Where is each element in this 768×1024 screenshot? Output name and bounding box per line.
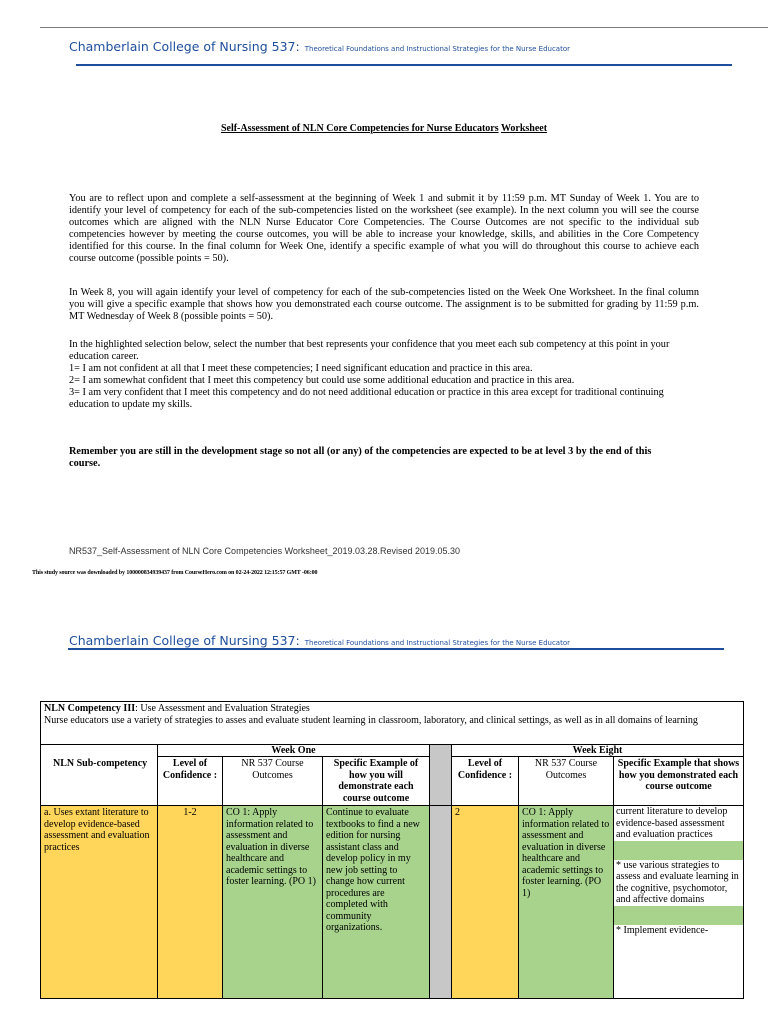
col-outcomes-w8: NR 537 Course Outcomes — [519, 757, 614, 806]
outcome-w1-cell: CO 1: Apply information related to assessment and evaluation in diverse healthcare and academic settings to foster learning. (PO 1) — [223, 806, 323, 999]
instructions-week1 — [69, 193, 699, 266]
scale-level-2: 2= I am somewhat confident that I meet this competency but could use some additional education and practice in this area. — [69, 375, 575, 387]
scale-intro: In the highlighted selection below, select the number that best represents your confidence that you meet each sub competency at this point in your education career. — [69, 339, 670, 363]
col-outcomes-w1: NR 537 Course Outcomes — [223, 757, 323, 806]
week-one-header: Week One — [158, 745, 430, 757]
worksheet-title — [0, 123, 768, 134]
course-title: Theoretical Foundations and Instructional Strategies for the Nurse Educator — [304, 45, 570, 53]
example-w8-item: * use various strategies to assess and evaluate learning in the cognitive, psychomotor, and affective domains — [616, 859, 739, 905]
competency-label: NLN Competency III — [44, 703, 136, 714]
example-w8-item: * Implement evidence- — [616, 924, 709, 936]
title-main: Self-Assessment of NLN Core Competencies for Nurse Educators — [220, 123, 499, 134]
example-w8-spacer — [614, 906, 743, 925]
col-example-w8: Specific Example that shows how you demonstrated each course outcome — [614, 757, 744, 806]
separator-cell — [430, 806, 452, 999]
document-reference: NR537_Self-Assessment of NLN Core Competencies Worksheet_2019.03.28.Revised 2019.05.30 — [69, 546, 461, 556]
example-w8-cell[interactable] — [614, 806, 744, 999]
page2-header — [69, 630, 570, 649]
col-sub-competency: NLN Sub-competency — [41, 757, 158, 806]
paragraph-week1: You are to reflect upon and complete a self-assessment at the beginning of Week 1 and submit it by 11:59 p.m. MT Sunday of Week 1. You are to identify your level of competency for each of the sub-competencies listed on the worksheet (see example). In the next column you will see the course outcomes which are aligned with the NLN Nurse Educator Core Competencies. The Course Outcomes are not specific to the individual sub competencies however by meeting the course outcomes, you will be able to increase your knowledge, skills, and abilities in the Core Competency identified for this course. In the final column for Week One, identify a specific example of what you will do throughout this course to achieve each course outcome (possible points = 50). — [69, 193, 699, 265]
week-header-row — [41, 745, 744, 757]
page-header — [69, 36, 570, 55]
example-w1-cell[interactable]: Continue to evaluate textbooks to find a new edition for nursing assistant class and develop policy in my new job setting to change how current procedures are completed with community organizations. — [323, 806, 430, 999]
instructions-week8 — [69, 287, 699, 323]
competency-title: : Use Assessment and Evaluation Strategies — [135, 703, 310, 714]
download-notice: This study source was downloaded by 100000834939437 from CourseHero.com on 02-24-2022 12:15:57 GMT -06:00 — [32, 570, 318, 576]
outcome-w8-cell: CO 1: Apply information related to assessment and evaluation in diverse healthcare and academic settings to foster learning. (PO 1) — [519, 806, 614, 999]
page2-course-title: Theoretical Foundations and Instructional Strategies for the Nurse Educator — [304, 639, 570, 647]
title-worksheet: Worksheet — [500, 123, 548, 134]
separator-column — [430, 745, 452, 806]
example-w8-spacer — [614, 841, 743, 860]
blank-cell — [41, 745, 158, 757]
column-header-row — [41, 757, 744, 806]
example-w8-item: current literature to develop evidence-based assessment and evaluation practices — [616, 806, 728, 840]
competency-table — [40, 701, 744, 999]
level-w8-cell[interactable]: 2 — [452, 806, 519, 999]
confidence-scale — [69, 339, 699, 412]
remember-text: Remember you are still in the development stage so not all (or any) of the competencies are expected to be at level 3 by the end of this course. — [69, 446, 652, 470]
week-eight-header: Week Eight — [452, 745, 744, 757]
paragraph-week8: In Week 8, you will again identify your level of competency for each of the sub-competencies listed on the Week One Worksheet. In the final column you will give a specific example that shows how you demonstrated each course outcome. The assignment is to be submitted for grading by 11:59 p.m. MT Wednesday of Week 8 (possible points = 50). — [69, 287, 699, 323]
page-top-divider — [40, 27, 768, 28]
college-name: Chamberlain College of Nursing 537: — [69, 39, 300, 54]
sub-competency-cell: a. Uses extant literature to develop evidence-based assessment and evaluation practices — [41, 806, 158, 999]
competency-description-cell — [41, 702, 744, 745]
header-underline — [76, 64, 732, 66]
level-w1-cell[interactable]: 1-2 — [158, 806, 223, 999]
scale-level-3: 3= I am very confident that I meet this competency and do not need additional education or practice in this area except for traditional continuing education to update my skills. — [69, 387, 664, 411]
scale-level-1: 1= I am not confident at all that I meet these competencies; I need significant education and practice in this area. — [69, 363, 533, 375]
competency-desc: Nurse educators use a variety of strategies to asses and evaluate student learning in classroom, laboratory, and clinical settings, as well as in all domains of learning — [44, 714, 698, 726]
col-level-w8: Level of Confidence : — [452, 757, 519, 806]
competency-header-row — [41, 702, 744, 745]
page2-header-underline — [68, 648, 724, 650]
col-level-w1: Level of Confidence : — [158, 757, 223, 806]
remember-note — [69, 446, 669, 470]
table-row — [41, 806, 744, 999]
col-example-w1: Specific Example of how you will demonstrate each course outcome — [323, 757, 430, 806]
page2-college-name: Chamberlain College of Nursing 537: — [69, 633, 300, 648]
